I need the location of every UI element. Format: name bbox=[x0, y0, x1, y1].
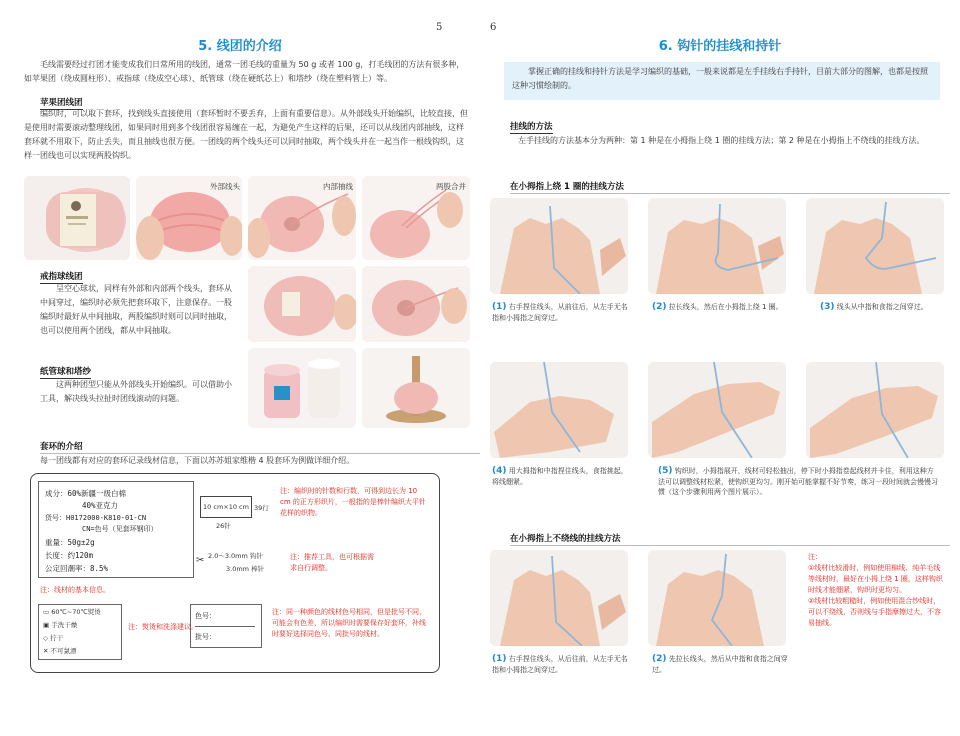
wrap-step-2-caption: (2) 拉长线头，然后在小拇指上绕 1 圈。 bbox=[652, 302, 783, 312]
label-info-box bbox=[38, 481, 194, 578]
care-no-bleach: ✕ 不可氯漂 bbox=[43, 647, 77, 655]
color-label: 色号： bbox=[195, 612, 216, 620]
label-text: 每一团线都有对应的套环记录线材信息，下面以苏苏姐家维楷 4 股套环为例做详细介绍。 bbox=[40, 456, 355, 465]
batch-label: 批号： bbox=[195, 633, 216, 641]
note-care: 注：熨烫和洗涤建议。 bbox=[128, 623, 198, 631]
care-wring: ◇ 拧干 bbox=[43, 634, 64, 642]
ring-ball-heading: 戒指球线团 bbox=[40, 272, 83, 282]
wrap-step-3-photo bbox=[806, 198, 944, 294]
wrap-step-1-caption: (1) 右手捏住线头，从前往后，从左手无名指和小拇指之间穿过。 bbox=[492, 302, 628, 322]
wrap-step-5b-photo bbox=[806, 362, 944, 458]
page-number: 6 bbox=[490, 22, 497, 33]
apple-ball-heading: 苹果团线团 bbox=[40, 98, 83, 108]
step-number: (2) bbox=[652, 654, 667, 664]
caption-outer-end: 外部线头 bbox=[210, 182, 240, 191]
yarn-cake-photo bbox=[24, 176, 130, 260]
nowrap-note: 注： ①线材比较滑时，例如使用棉线、纯羊毛线等线材时，最好在小拇上绕 1 圈，这样钩织时线才能绷紧，钩织时更均匀。 ②线材比较粗糙时，例如使用混合纱线时，可以不绕线，否则线与手指摩擦过大，不容易抽线。 bbox=[808, 553, 943, 627]
wrap-step-2-photo bbox=[648, 198, 786, 294]
composition-line-1: 成分：60%新疆一级白棉 bbox=[45, 489, 127, 498]
wrap-step-3-caption: (3) 线头从中指和食指之间穿过。 bbox=[820, 302, 928, 312]
ring-ball-text: 呈空心球状，同样有外部和内部两个线头，套环从中间穿过，编织时必须先把套环取下，注意保存。一股编织时最好从中间抽取，两股编织时则可以同时抽取，也可以使用两个团线，都从中间抽取。 bbox=[40, 284, 232, 335]
sku-line-1: 货号：H0172000-K810-01-CN bbox=[45, 514, 147, 522]
nowrap-step-2-caption: (2) 先拉长线头，然后从中指和食指之间穿过。 bbox=[652, 654, 788, 674]
step-number: (5) bbox=[658, 466, 673, 476]
step-number: (4) bbox=[492, 466, 507, 476]
iron-icon: ▭ bbox=[43, 608, 52, 616]
composition-line-2: 40%亚克力 bbox=[82, 501, 119, 510]
caption-double-strand: 两股合并 bbox=[436, 182, 466, 191]
step-number: (1) bbox=[492, 654, 507, 664]
wrap-step-4-caption: (4) 用大拇指和中指捏住线头，食指挑起，将线绷紧。 bbox=[492, 466, 628, 486]
tools-box bbox=[196, 548, 276, 578]
label-heading: 套环的介绍 bbox=[40, 440, 480, 454]
section-title: 6. 钩针的挂线和持针 bbox=[658, 39, 782, 54]
wrap-step-5-caption: (5) 钩织时，小拇指展开，线材可轻松抽出，停下时小拇指卷起线材并卡住，利用这种方法可以调整线材松紧，使钩织更均匀。刚开始可能掌握不好节奏，练习一段时间就会慢慢习惯（这个步骤利用两个图片展示）。 bbox=[658, 466, 938, 496]
care-iron: ▭ 60℃~70℃熨烫 bbox=[43, 608, 101, 616]
yarn-holder-photo bbox=[362, 348, 470, 428]
wring-icon: ◇ bbox=[43, 634, 51, 642]
nowrap-heading: 在小拇指上不绕线的挂线方法 bbox=[510, 532, 950, 546]
no-bleach-icon: ✕ bbox=[43, 647, 51, 655]
note-tools: 注：推荐工具，也可根据需求自行调整。 bbox=[290, 553, 374, 572]
step-number: (3) bbox=[820, 302, 835, 312]
tube-text: 这两种团型只能从外部线头开始编织。可以借助小工具，解决线头拉扯时团线滚动的问题。 bbox=[40, 380, 232, 403]
gauge-rows: 39行 bbox=[254, 504, 269, 512]
apple-ball-text: 编织时，可以取下套环，找到线头直接使用（套环暂时不要丢弃，上面有重要信息）。从外部线头开始编织，比较直接，但是使用时需要滚动整理线团，如果同时用到多个线团很容易缠在一起，为避免产生这样的后果，还可以从线团内部抽线，这样套环就不用取下，防止丢失，而且抽线也很方便。一团线的两个线头还可以同时抽取，两个线头并在一起当作一根线钩织，这样一团线也可以实现两股钩织。 bbox=[24, 109, 468, 160]
sku-line-2: CN=色号（见套环钢印） bbox=[82, 525, 158, 533]
note-basic: 注：线材的基本信息。 bbox=[40, 586, 110, 594]
note-batch: 注：同一种颜色的线材色号相同，但是批号不同，可能会有色差，所以编织时需要保存好套环，补线时要好选择同色号、同批号的线材。 bbox=[272, 608, 426, 638]
note-gauge: 注：编织时的针数和行数，可得到边长为 10 cm 的正方形织片，一般指的是棒针编织大平针花样的织物。 bbox=[280, 487, 426, 517]
section-title: 5. 线团的介绍 bbox=[198, 39, 282, 54]
nowrap-step-1-photo bbox=[490, 550, 628, 646]
moisture: 公定回潮率：8.5% bbox=[45, 564, 109, 573]
wrap-step-1-photo bbox=[490, 198, 628, 294]
scissors-icon: ✂ bbox=[196, 555, 205, 566]
needle-size: 3.0mm 棒针 bbox=[226, 565, 265, 573]
gauge-stitches: 26针 bbox=[216, 522, 231, 530]
care-handwash: ▣ 手洗干燥 bbox=[43, 621, 78, 629]
tube-heading: 纸管球和塔纱 bbox=[40, 367, 92, 377]
length: 长度：约120m bbox=[45, 551, 94, 560]
intro-paragraph: 毛线需要经过打团才能变成我们日常所用的线团，通常一团毛线的重量为 50 g 或者 100 g，打毛线团的方法有很多种，如苹果团（绕成圆柱形）、戒指球（绕成空心球）、纸管球（绕在硬纸芯上）和塔纱（绕在塑料管上）等。 bbox=[24, 60, 465, 83]
right-page bbox=[480, 0, 960, 736]
nowrap-step-1-caption: (1) 右手捏住线头，从后往前，从左手无名指和小拇指之间穿过。 bbox=[492, 654, 628, 674]
hook-size: 2.0～3.0mm 钩针 bbox=[208, 552, 263, 560]
gauge-square bbox=[200, 496, 252, 518]
intro-box: 掌握正确的挂线和持针方法是学习编织的基础，一般来说都是左手挂线右手持针，目前大部分的图解，也都是按照这种习惯绘制的。 bbox=[504, 62, 940, 100]
wrap-heading: 在小拇指上绕 1 圈的挂线方法 bbox=[510, 180, 950, 194]
tube-ball-photo bbox=[248, 348, 356, 428]
wrap-step-5a-photo bbox=[648, 362, 786, 458]
wrap-step-4-photo bbox=[490, 362, 628, 458]
nowrap-step-2-photo bbox=[648, 550, 786, 646]
page-number: 5 bbox=[436, 22, 443, 33]
method-text: 左手挂线的方法基本分为两种：第 1 种是在小拇指上绕 1 圈的挂线方法；第 2 种是在小拇指上不绕线的挂线方法。 bbox=[518, 136, 925, 145]
ring-ball-pull-photo bbox=[362, 266, 470, 342]
ring-ball-photo bbox=[248, 266, 356, 342]
care-box bbox=[38, 604, 122, 660]
step-number: (2) bbox=[652, 302, 667, 312]
color-batch-box bbox=[190, 604, 262, 648]
hand-wash-icon: ▣ bbox=[43, 621, 52, 629]
step-number: (1) bbox=[492, 302, 507, 312]
method-heading: 挂线的方法 bbox=[510, 122, 553, 132]
weight: 重量：50g±2g bbox=[45, 538, 95, 547]
gauge-size: 10 cm×10 cm bbox=[203, 503, 249, 511]
caption-inner-pull: 内部抽线 bbox=[323, 182, 353, 191]
